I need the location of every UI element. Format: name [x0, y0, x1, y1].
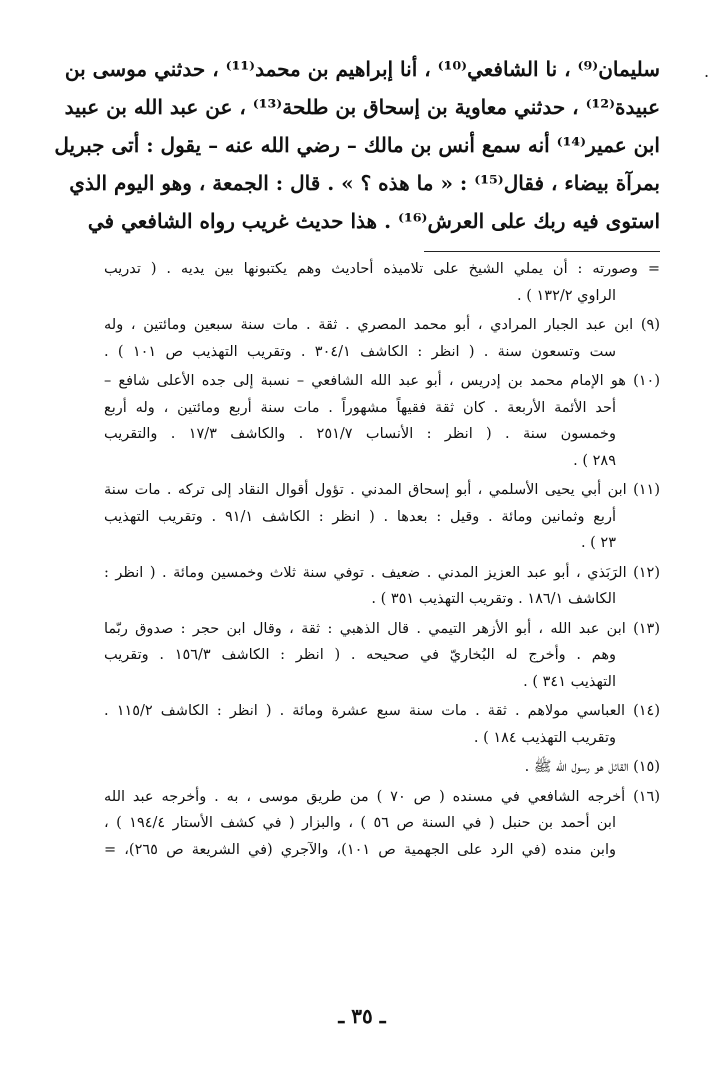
footnote-line: الراوي ١٣٢/٢ ) .: [517, 287, 616, 304]
main-text-line: عبيدة⁽¹²⁾ ، حدثني معاوية بن إسحاق بن طلحة⁽¹³⁾ ، عن عبد الله بن عبيد: [64, 95, 660, 119]
footnote-line: (١٤) العباسي مولاهم . ثقة . مات سنة سبع عشرة ومائة . ( انظر : الكاشف ١١٥/٢ .: [104, 703, 661, 719]
footnote-line: وتقريب التهذيب ١٨٤ ) .: [473, 729, 616, 746]
footnote-16: [104, 784, 660, 864]
footnote-line: ست وتسعون سنة . ( انظر : الكاشف ٣٠٤/١ . وتقريب التهذيب ص ١٠١ ) .: [104, 343, 616, 360]
footnote-9: [104, 312, 660, 365]
footnote-line: (٩) ابن عبد الجبار المرادي ، أبو محمد المصري . ثقة . مات سنة سبعين ومائتين ، وله: [104, 317, 660, 333]
footnote-continued: [104, 256, 660, 309]
main-text-line: ابن عمير⁽¹⁴⁾ أنه سمع أنس بن مالك – رضي الله عنه – يقول : أتى جبريل: [54, 133, 660, 157]
footnote-divider: [424, 251, 660, 252]
margin-mark: .: [704, 62, 710, 81]
main-text-body: [54, 50, 660, 240]
footnote-line: ابن أحمد بن حنبل ( في السنة ص ٥٦ ) ، والبزار ( في كشف الأستار ١٩٤/٤ ) ،: [104, 815, 616, 831]
footnote-line: أربع وثمانين ومائة . وقيل : بعدها . ( انظر : الكاشف ٩١/١ . وتقريب التهذيب: [104, 508, 616, 525]
footnote-line: (١٦) أخرجه الشافعي في مسنده ( ص ٧٠ ) من طريق موسى ، به . وأخرجه عبد الله: [104, 788, 660, 805]
footnote-line: وهم . وأخرج له البُخاريّ في صحيحه . ( انظر : الكاشف ١٥٦/٣ . وتقريب: [104, 647, 616, 663]
footnote-11: [104, 477, 660, 557]
footnote-13: [104, 616, 660, 696]
footnote-14: [104, 698, 660, 751]
footnote-line: (١٥) القائل هو رسول الله ﷺ .: [524, 759, 660, 775]
footnote-line: الكاشف ١٨٦/١ . وتقريب التهذيب ٣٥١ ) .: [371, 591, 616, 607]
footnote-line: وخمسون سنة . ( انظر : الأنساب ٢٥١/٧ . والكاشف ١٧/٣ . والتقريب: [104, 426, 616, 442]
footnote-line: = وصورته : أن يملي الشيخ على تلاميذه أحاديث وهم يكتبونها بين يديه . ( تدريب: [104, 261, 660, 277]
footnote-line: ٢٣ ) .: [580, 535, 616, 551]
footnote-line: (١٣) ابن عبد الله ، أبو الأزهر التيمي . قال الذهبي : ثقة ، وقال ابن حجر : صدوق ربّما: [104, 620, 660, 637]
footnote-line: وابن منده (في الرد على الجهمية ص ١٠١)، والآجري (في الشريعة ص ٢٦٥)، =: [104, 841, 616, 858]
footnote-15: [104, 754, 660, 781]
main-text-line: استوى فيه ربك على العرش⁽¹⁶⁾ . هذا حديث غريب رواه الشافعي في: [87, 209, 660, 233]
footnote-line: (١٠) هو الإمام محمد بن إدريس ، أبو عبد الله الشافعي – نسبة إلى جده الأعلى شافع –: [104, 373, 660, 389]
footnotes-section: [104, 256, 660, 866]
footnote-line: ٢٨٩ ) .: [573, 452, 616, 469]
main-text-line: سليمان⁽⁹⁾ ، نا الشافعي⁽¹⁰⁾ ، أنا إبراهيم بن محمد⁽¹¹⁾ ، حدثني موسى بن: [64, 57, 660, 81]
page-number: ـ ٣٥ ـ: [338, 1004, 386, 1028]
footnote-line: أحد الأئمة الأربعة . كان ثقة فقيهاً مشهوراً . مات سنة أربع ومائتين ، وله أربع: [104, 399, 616, 416]
footnote-line: (١٢) الرَبَذي ، أبو عبد العزيز المدني . ضعيف . توفي سنة ثلاث وخمسين ومائة . ( انظر :: [104, 564, 660, 581]
footnote-line: التهذيب ٣٤١ ) .: [523, 673, 616, 690]
footnote-line: (١١) ابن أبي يحيى الأسلمي ، أبو إسحاق المدني . تؤول أقوال النقاد إلى تركه . مات سنة: [104, 482, 660, 498]
main-text-line: بمرآة بيضاء ، فقال⁽¹⁵⁾ : « ما هذه ؟ » . قال : الجمعة ، وهو اليوم الذي: [69, 171, 660, 195]
footnote-10: [104, 368, 660, 474]
footnote-12: [104, 560, 660, 613]
